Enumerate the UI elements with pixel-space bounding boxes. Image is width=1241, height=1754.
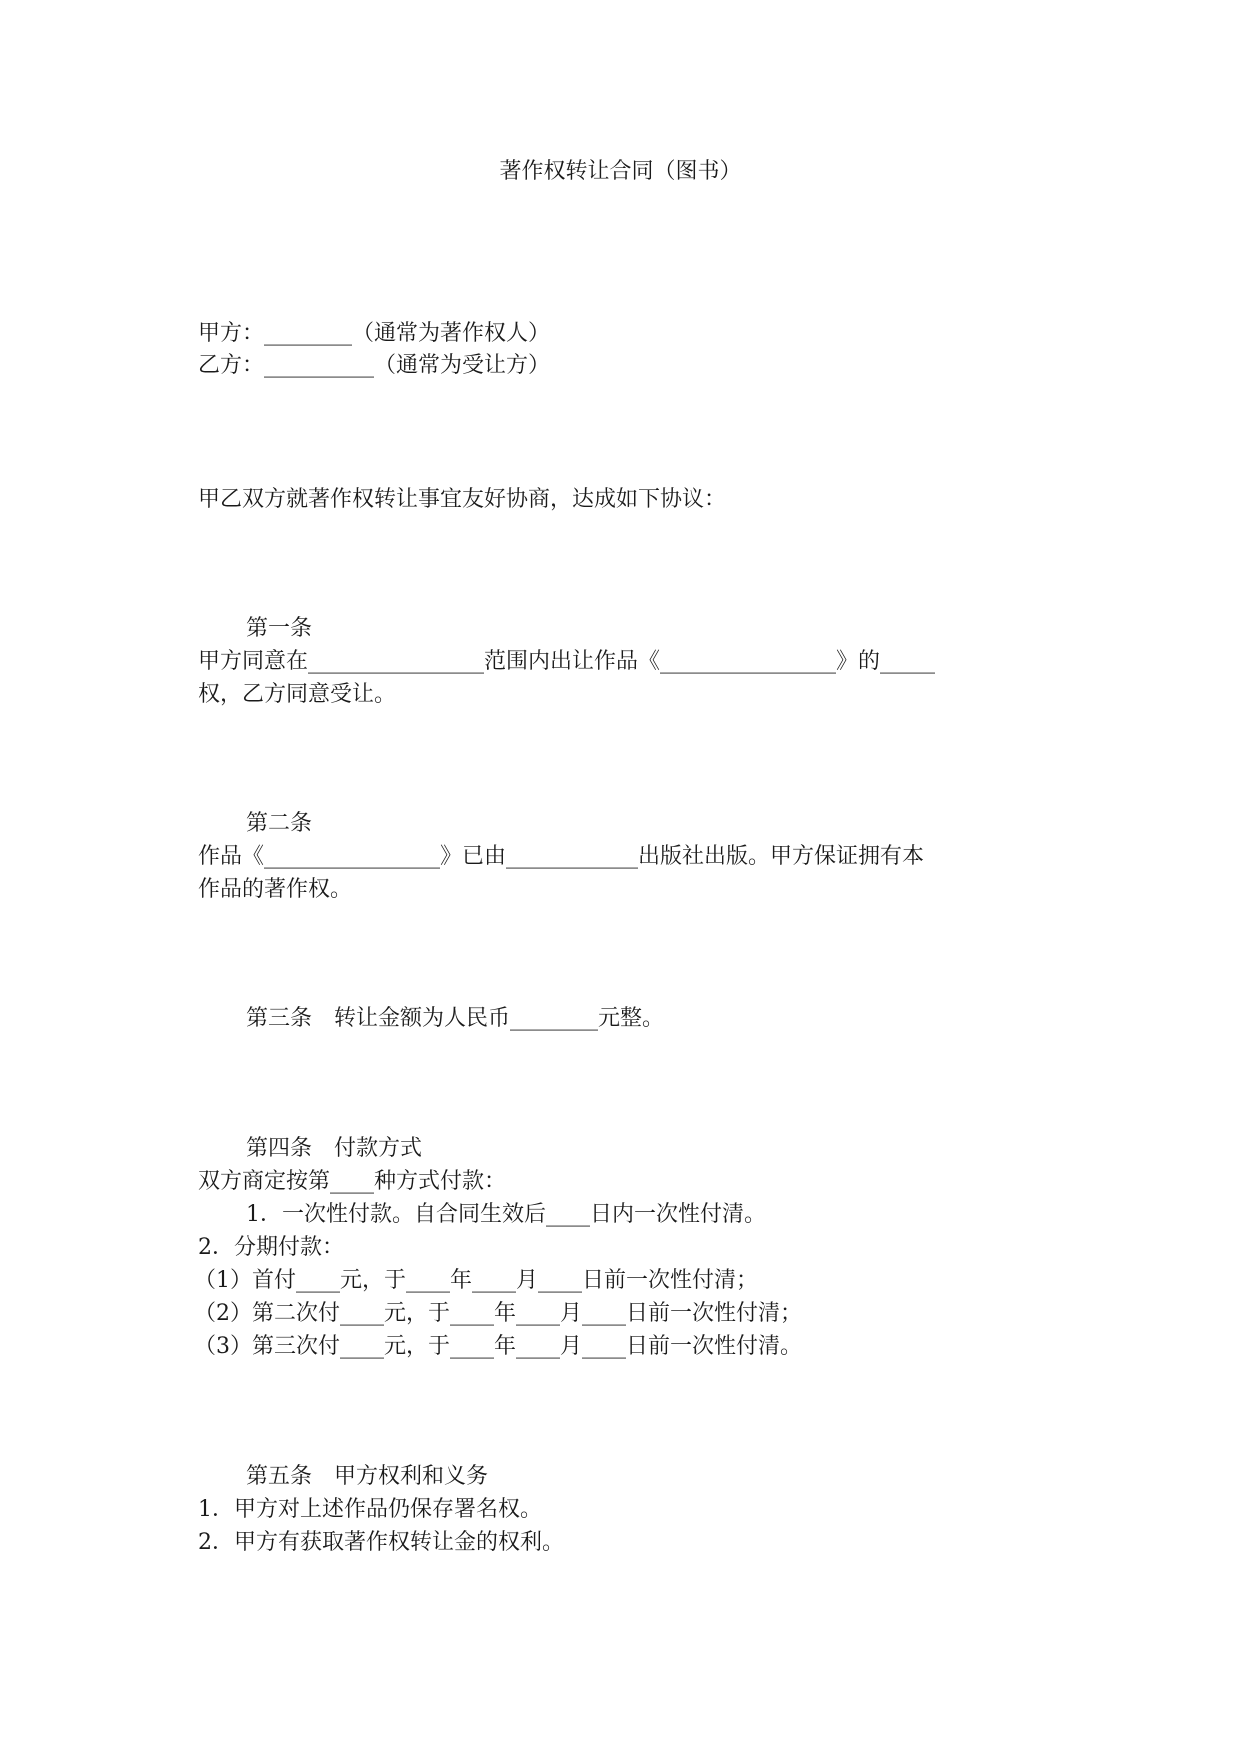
article-2-line-1: 作品《________________》已由____________出版社出版。甲方保证拥有本 xyxy=(198,844,925,869)
article-4-item-1: 1．一次性付款。自合同生效后____日内一次性付清。 xyxy=(246,1202,766,1227)
article-4-sub-1: （1）首付____元，于____年____月____日前一次性付清； xyxy=(194,1268,758,1293)
article-5-item-2: 2．甲方有获取著作权转让金的权利。 xyxy=(198,1530,564,1555)
article-2-heading: 第二条 xyxy=(246,811,313,836)
party-b-line: 乙方：__________（通常为受让方） xyxy=(198,353,551,378)
preamble: 甲乙双方就著作权转让事宜友好协商，达成如下协议： xyxy=(198,487,727,512)
article-5-item-1: 1．甲方对上述作品仍保存署名权。 xyxy=(198,1497,542,1522)
article-4-heading: 第四条 付款方式 xyxy=(246,1136,423,1161)
article-4-sub-2: （2）第二次付____元，于____年____月____日前一次性付清； xyxy=(194,1301,802,1326)
article-2-line-2: 作品的著作权。 xyxy=(198,877,353,902)
article-1-line-2: 权，乙方同意受让。 xyxy=(198,682,397,707)
article-1-heading: 第一条 xyxy=(246,616,313,641)
party-a-line: 甲方：________（通常为著作权人） xyxy=(198,321,551,346)
document-title: 著作权转让合同（图书） xyxy=(499,159,742,184)
article-4-item-2: 2．分期付款： xyxy=(198,1235,344,1260)
article-1-line-1: 甲方同意在________________范围内出让作品《________________》的_____ xyxy=(198,649,936,674)
article-4-line-1: 双方商定按第____种方式付款： xyxy=(198,1169,507,1194)
article-4-sub-3: （3）第三次付____元，于____年____月____日前一次性付清。 xyxy=(194,1334,802,1359)
article-5-heading: 第五条 甲方权利和义务 xyxy=(246,1464,489,1489)
article-3-line: 第三条 转让金额为人民币________元整。 xyxy=(246,1006,665,1031)
